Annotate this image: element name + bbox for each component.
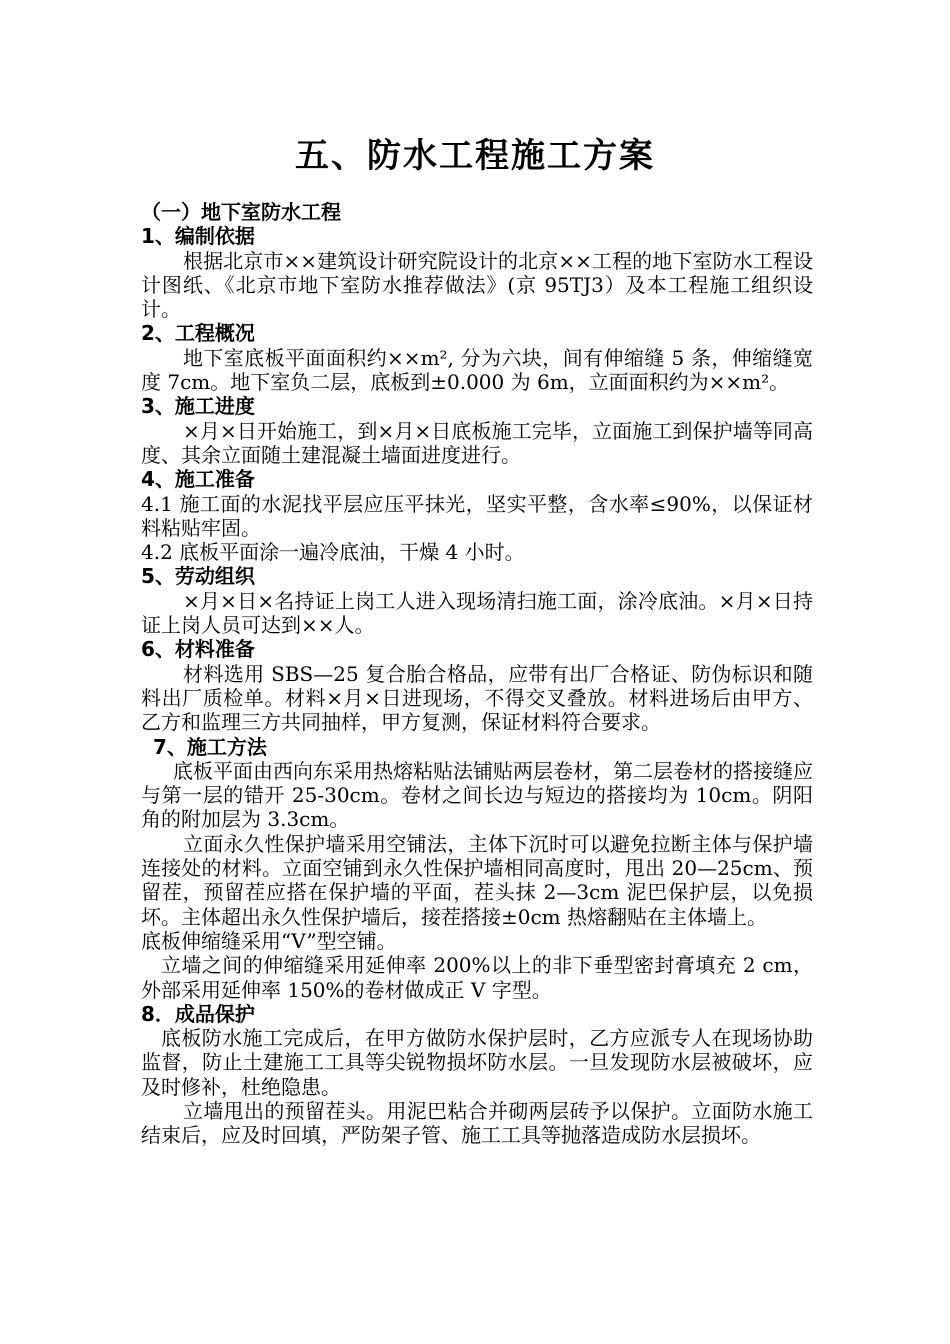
paragraph: 底板平面由西向东采用热熔粘贴法铺贴两层卷材，第二层卷材的搭接缝应与第一层的错开 25-30cm。卷材之间长边与短边的搭接均为 10cm。阴阳角的附加层为 3.3cm。 [141,758,813,832]
paragraph: 4.1 施工面的水泥找平层应压平抹光，坚实平整，含水率≤90%，以保证材料粘贴牢固。 [141,491,813,540]
paragraph: 根据北京市××建筑设计研究院设计的北京××工程的地下室防水工程设计图纸、《北京市地下室防水推荐做法》(京 95TJ3）及本工程施工组织设计。 [141,248,813,322]
paragraph: ×月×日×名持证上岗工人进入现场清扫施工面，涂冷底油。×月×日持证上岗人员可达到××人。 [141,588,813,638]
section-heading: 3、施工进度 [141,394,255,419]
section-heading: 1、编制依据 [141,224,255,249]
section-heading: 2、工程概况 [141,321,255,346]
paragraph: 材料选用 SBS—25 复合胎合格品，应带有出厂合格证、防伪标识和随料出厂质检单。材料×月×日进现场，不得交叉叠放。材料进场后由甲方、乙方和监理三方共同抽样，甲方复测，保证材料符合要求。 [141,661,813,735]
paragraph: 地下室底板平面面积约××m², 分为六块，间有伸缩缝 5 条，伸缩缝宽度 7cm。地下室负二层，底板到±0.000 为 6m，立面面积约为××m²。 [141,345,813,395]
content-blocks [141,224,813,1147]
section-heading: 4、施工准备 [141,467,255,492]
section-heading: 7、施工方法 [153,734,267,759]
paragraph: 立面永久性保护墙采用空铺法，主体下沉时可以避免拉断主体与保护墙连接处的材料。立面空铺到永久性保护墙相同高度时，甩出 20—25cm、预留茬，预留茬应搭在保护墙的平面，茬头抹 2—3cm 泥巴保护层，以免损坏。主体超出永久性保护墙后，接茬搭接±0cm 热熔翻贴在主体墙上。 [141,831,813,929]
section-heading: 5、劳动组织 [141,564,255,589]
paragraph: 底板伸缩缝采用“V”型空铺。 [141,928,397,953]
document-body [141,200,813,1148]
paragraph: 立墙甩出的预留茬头。用泥巴粘合并砌两层砖予以保护。立面防水施工结束后，应及时回填，严防架子管、施工工具等抛落造成防水层损坏。 [141,1098,813,1148]
paragraph: 4.2 底板平面涂一遍冷底油，干燥 4 小时。 [141,540,525,565]
page-title: 五、防水工程施工方案 [295,136,655,176]
paragraph: ×月×日开始施工，到×月×日底板施工完毕，立面施工到保护墙等同高度、其余立面随土建混凝土墙面进度进行。 [141,418,813,467]
section-heading: 8．成品保护 [141,1001,255,1026]
paragraph: 底板防水施工完成后，在甲方做防水保护层时，乙方应派专人在现场协助监督，防止土建施工工具等尖锐物损坏防水层。一旦发现防水层被破坏，应及时修补，杜绝隐患。 [141,1026,813,1099]
section-heading: 6、材料准备 [141,637,255,662]
paragraph: 立墙之间的伸缩缝采用延伸率 200%以上的非下垂型密封膏填充 2 cm，外部采用延伸率 150%的卷材做成正 V 字型。 [141,953,813,1002]
section-title: （一）地下室防水工程 [141,200,341,224]
